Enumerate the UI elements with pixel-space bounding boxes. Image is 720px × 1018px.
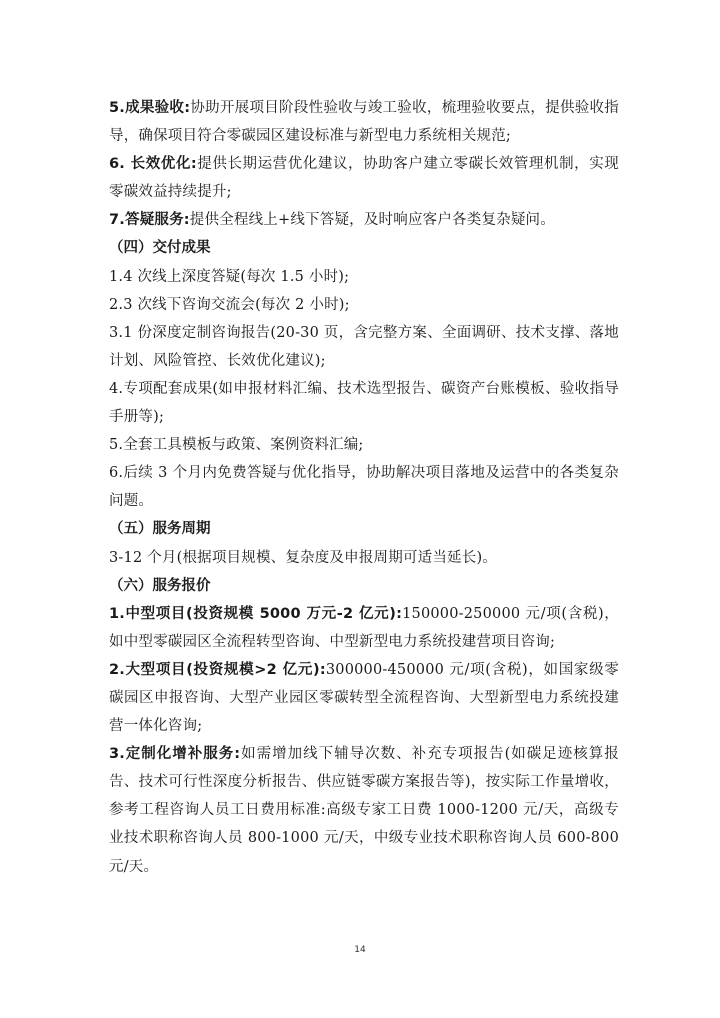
- item-text: 如需增加线下辅导次数、补充专项报告(如碳足迹核算报告、技术可行性深度分析报告、供应链零碳方案报告等)，按实际工作量增收，参考工程咨询人员工日费用标准:高级专家工日费 1000-1200 元/天，高级专业技术职称咨询人员 800-1000 元/天，中级专业技术职称咨询人员 600-800 元/天。: [109, 746, 619, 875]
- deliverable-item: 4.专项配套成果(如申报材料汇编、技术选型报告、碳资产台账模板、验收指导手册等);: [109, 380, 619, 426]
- item-text: 提供全程线上+线下答疑，及时响应客户各类复杂疑问。: [189, 212, 555, 229]
- item-lead: 5.成果验收:: [109, 100, 191, 116]
- item-text: 300000-450000 元/项(含税)，如国家级零碳园区申报咨询、大型产业园区零碳转型全流程咨询、大型新型电力系统投建营一体化咨询;: [109, 661, 619, 735]
- section-heading-period: （五）服务周期: [109, 521, 211, 538]
- item-lead: 1.中型项目(投资规模 5000 万元-2 亿元):: [109, 605, 403, 622]
- item-lead: 7.答疑服务:: [109, 212, 190, 229]
- item-lead: 6. 长效优化:: [109, 156, 197, 173]
- item-lead: 3.定制化增补服务:: [109, 746, 241, 763]
- pricing-item-custom: [109, 740, 619, 880]
- item-lead: 2.大型项目(投资规模>2 亿元):: [109, 661, 326, 678]
- service-period-text: 3-12 个月(根据项目规模、复杂度及申报周期可适当延长)。: [109, 549, 497, 566]
- deliverable-item: 6.后续 3 个月内免费答疑与优化指导，协助解决项目落地及运营中的各类复杂问题。: [109, 465, 619, 510]
- service-item-optimization: [109, 150, 619, 206]
- deliverable-item: 5.全套工具模板与政策、案例资料汇编;: [109, 437, 364, 454]
- item-text: 提供长期运营优化建议，协助客户建立零碳长效管理机制，实现零碳效益持续提升;: [109, 156, 619, 201]
- pricing-item-large: [109, 656, 619, 740]
- section-heading-pricing: （六）服务报价: [109, 577, 211, 594]
- page-body: [109, 94, 619, 881]
- section-heading-deliverables: （四）交付成果: [109, 240, 211, 257]
- deliverable-item: 1.4 次线上深度答疑(每次 1.5 小时);: [109, 268, 350, 285]
- deliverable-item: 2.3 次线下咨询交流会(每次 2 小时);: [109, 296, 350, 313]
- service-item-acceptance: [109, 94, 619, 150]
- service-item-qa: [109, 206, 619, 234]
- deliverable-item: 3.1 份深度定制咨询报告(20-30 页，含完整方案、全面调研、技术支撑、落地计划、风险管控、长效优化建议);: [109, 324, 619, 369]
- item-text: 协助开展项目阶段性验收与竣工验收，梳理验收要点，提供验收指导，确保项目符合零碳园区建设标准与新型电力系统相关规范;: [109, 100, 619, 145]
- item-text: 150000-250000 元/项(含税)，如中型零碳园区全流程转型咨询、中型新型电力系统投建营项目咨询;: [109, 605, 619, 650]
- page-number: 14: [354, 945, 366, 955]
- pricing-item-medium: [109, 600, 619, 656]
